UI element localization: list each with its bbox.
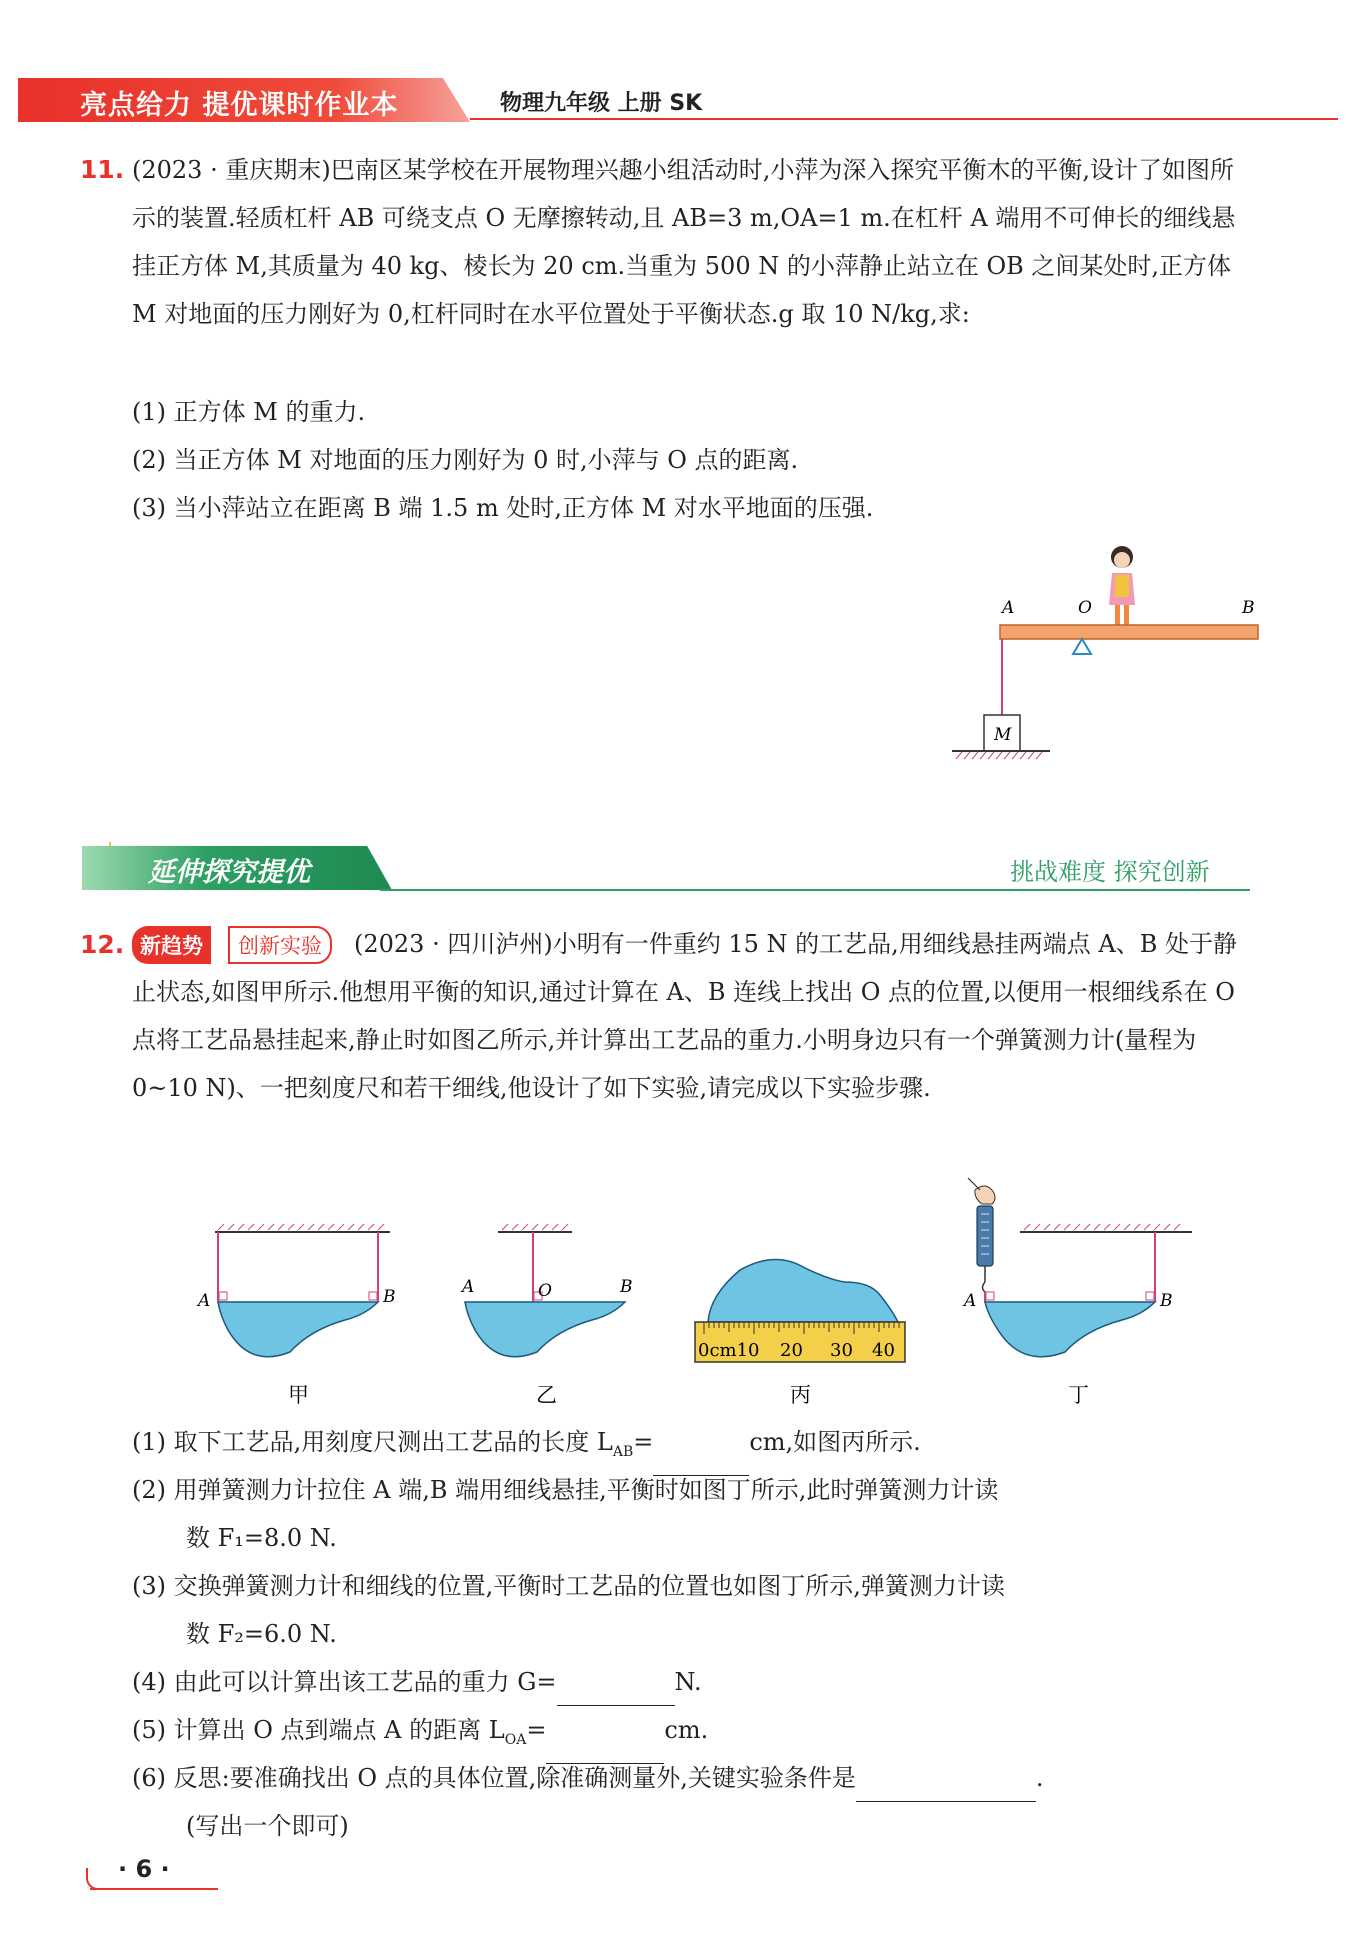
caption-jia: 甲 xyxy=(288,1383,309,1407)
question-12-step-5: (5) 计算出 O 点到端点 A 的距离 $L_{OA}=$ cm. xyxy=(132,1706,708,1764)
section-tagline: 挑战难度 探究创新 xyxy=(1010,858,1210,886)
section-title: 延伸探究提优 xyxy=(148,857,310,888)
label-a: A xyxy=(1002,598,1015,618)
label-b: B xyxy=(1242,598,1255,618)
question-11-number: 11. xyxy=(80,155,125,184)
figure-ding xyxy=(962,1178,1192,1407)
lever-beam xyxy=(1000,625,1258,639)
section-divider xyxy=(380,889,1250,891)
question-12-step-2-cont: 数 F₁=8.0 N. xyxy=(186,1524,337,1552)
question-11-text: (2023 · 重庆期末)巴南区某学校在开展物理兴趣小组活动时,小萍为深入探究平衡木的平衡,设计了如图所示的装置.轻质杠杆 AB 可绕支点 O 无摩擦转动,且 AB=3 m,OA=1 m.在杠杆 A 端用不可伸长的细线悬挂正方体 M,其质量为 40 kg、棱长为 20 cm.当重为 500 N 的小萍静止站立在 OB 之间某处时,正方体 M 对地面的压力刚好为 0,杠杆同时在水平位置处于平衡状态.g 取 10 N/kg,求: xyxy=(132,156,1236,328)
yi-label-b: B xyxy=(620,1277,633,1297)
question-12-step-4: (4) 由此可以计算出该工艺品的重力 G= N. xyxy=(132,1658,702,1706)
girl-figure xyxy=(1109,546,1135,625)
question-12-step-6: (6) 反思:要准确找出 O 点的具体位置,除准确测量外,关键实验条件是 . xyxy=(132,1754,1044,1802)
spring-scale xyxy=(977,1206,993,1266)
ruler-label-20: 20 xyxy=(780,1340,803,1361)
answer-blank-weight[interactable] xyxy=(557,1679,675,1706)
book-title: 亮点给力 提优课时作业本 xyxy=(80,90,399,121)
page-number-ornament xyxy=(86,1868,108,1890)
question-12-step-3: (3) 交换弹簧测力计和细线的位置,平衡时工艺品的位置也如图丁所示,弹簧测力计读 xyxy=(132,1572,1005,1600)
question-12-step-3-cont: 数 F₂=6.0 N. xyxy=(186,1620,337,1648)
jia-label-a: A xyxy=(198,1291,211,1311)
question-11-part-2: (2) 当正方体 M 对地面的压力刚好为 0 时,小萍与 O 点的距离. xyxy=(132,446,799,474)
ding-label-b: B xyxy=(1160,1291,1173,1311)
caption-ding: 丁 xyxy=(1068,1383,1089,1407)
question-12-step-2: (2) 用弹簧测力计拉住 A 端,B 端用细线悬挂,平衡时如图丁所示,此时弹簧测力计读 xyxy=(132,1476,999,1504)
question-11-part-3: (3) 当小萍站立在距离 B 端 1.5 m 处时,正方体 M 对水平地面的压强. xyxy=(132,494,874,522)
figure-bing xyxy=(695,1259,905,1407)
badge-innovation-experiment: 创新实验 xyxy=(228,926,332,964)
page-number-underline xyxy=(90,1888,218,1890)
header-divider xyxy=(470,118,1338,120)
caption-bing: 丙 xyxy=(790,1383,811,1407)
figure-jia xyxy=(196,1224,396,1407)
yi-label-o: O xyxy=(538,1281,552,1301)
label-o: O xyxy=(1078,598,1092,618)
lever-figure xyxy=(940,535,1260,770)
question-12-step-6-note: (写出一个即可) xyxy=(186,1812,349,1840)
question-12-step-1: (1) 取下工艺品,用刻度尺测出工艺品的长度 $L_{AB}=$ cm,如图丙所示. xyxy=(132,1418,921,1476)
fulcrum xyxy=(1073,639,1091,654)
ruler-label-0: 0cm10 xyxy=(698,1340,760,1361)
ruler-label-30: 30 xyxy=(830,1340,853,1361)
answer-blank-condition[interactable] xyxy=(856,1775,1036,1802)
ruler-label-40: 40 xyxy=(872,1340,895,1361)
yi-label-a: A xyxy=(462,1277,475,1297)
badge-new-trend: 新趋势 xyxy=(132,926,211,964)
figure-yi xyxy=(460,1224,633,1407)
jia-label-b: B xyxy=(383,1287,396,1307)
page-number: · 6 · xyxy=(118,1855,170,1883)
question-12-number: 12. xyxy=(80,930,125,959)
label-m: M xyxy=(994,725,1012,745)
experiment-figures xyxy=(180,1170,1210,1415)
subject-label: 物理九年级 上册 SK xyxy=(500,91,703,116)
question-12-text: (2023 · 四川泸州)小明有一件重约 15 N 的工艺品,用细线悬挂两端点 A、B 处于静止状态,如图甲所示.他想用平衡的知识,通过计算在 A、B 连线上找出 O 点的位置,以便用一根细线系在 O 点将工艺品悬挂起来,静止时如图乙所示,并计算出工艺品的重力.小明身边只有一个弹簧测力计(量程为 0~10 N)、一把刻度尺和若干细线,他设计了如下实验,请完成以下实验步骤. xyxy=(132,930,1237,1102)
question-11-part-1: (1) 正方体 M 的重力. xyxy=(132,398,366,426)
ding-label-a: A xyxy=(964,1291,977,1311)
caption-yi: 乙 xyxy=(536,1383,557,1407)
